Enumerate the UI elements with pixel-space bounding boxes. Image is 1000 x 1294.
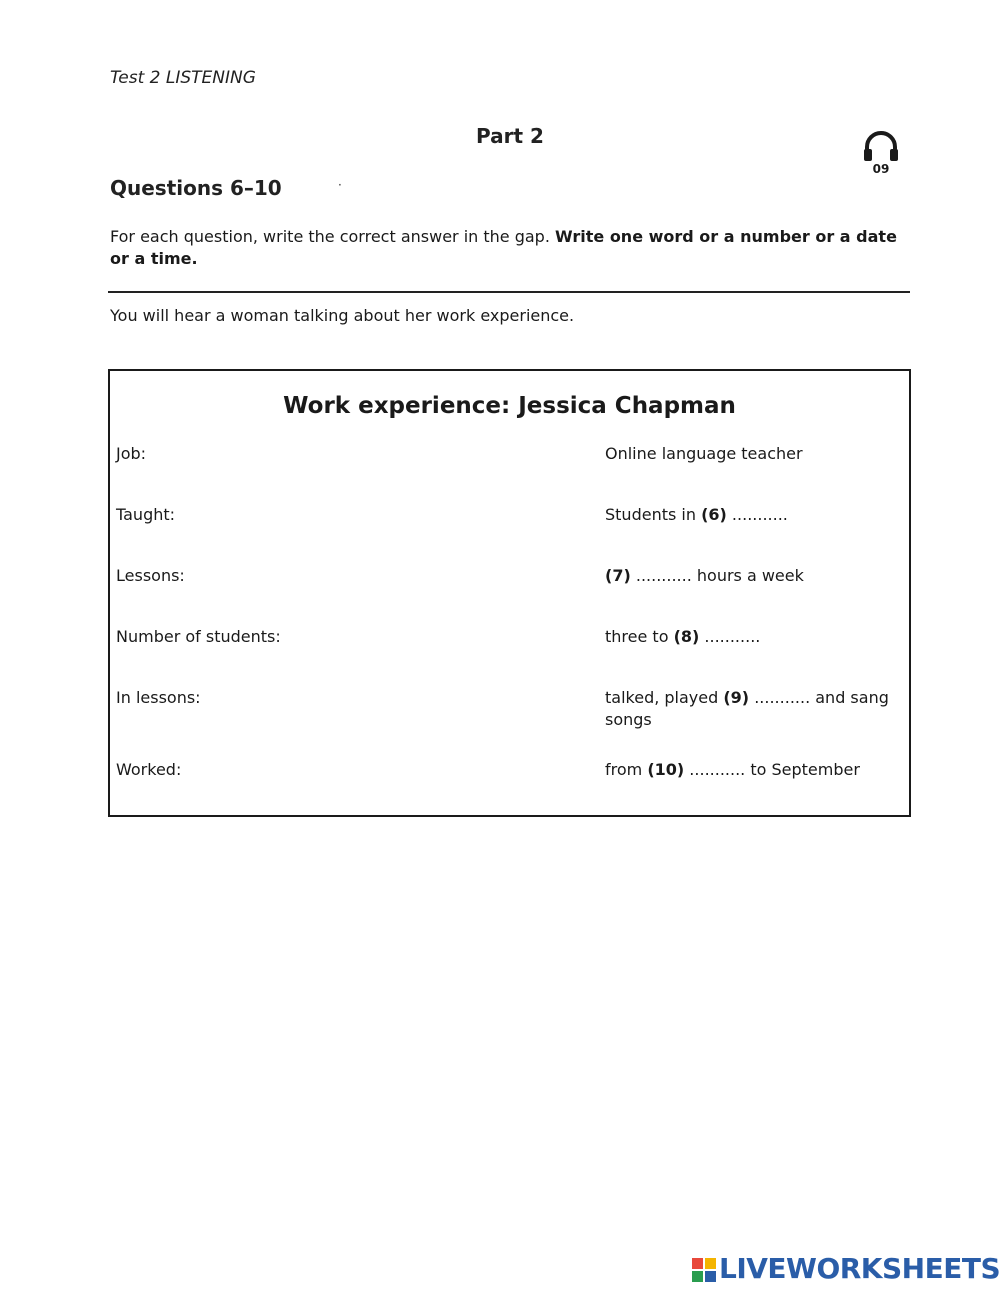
- notes-box-title: Work experience: Jessica Chapman: [283, 393, 736, 419]
- row-value-text: ...........: [699, 627, 761, 646]
- stray-mark: ·: [338, 178, 342, 192]
- instructions-bold: Write one word or a number or a date or a time.: [110, 227, 897, 268]
- row-value-text: three to: [605, 627, 674, 646]
- page-header-label: Test 2 LISTENING: [110, 68, 256, 88]
- question-number: (10): [647, 760, 685, 779]
- intro-text: You will hear a woman talking about her work experience.: [110, 306, 575, 325]
- row-label: Number of students:: [116, 627, 281, 646]
- row-value-text: ........... hours a week: [630, 566, 804, 585]
- liveworksheets-logo-icon: [692, 1258, 716, 1282]
- question-number: (6): [701, 505, 727, 524]
- questions-title: Questions 6–10: [110, 176, 282, 200]
- question-number: (7): [605, 566, 631, 585]
- part-title: Part 2: [476, 124, 544, 148]
- question-number: (8): [673, 627, 700, 646]
- row-value: [605, 759, 895, 781]
- divider: [108, 291, 910, 293]
- row-value-text: ........... and sang songs: [605, 688, 889, 729]
- liveworksheets-logo-text: LIVEWORKSHEETS: [719, 1252, 1000, 1285]
- instructions: [110, 226, 900, 270]
- row-value: [605, 687, 895, 731]
- row-value-text: Online language teacher: [605, 444, 803, 463]
- row-value-text: ...........: [726, 505, 788, 524]
- row-label: Taught:: [116, 505, 176, 524]
- row-value-text: ........... to September: [684, 760, 860, 779]
- row-label: Job:: [116, 444, 147, 463]
- question-number: (9): [723, 688, 750, 707]
- row-value: [605, 626, 895, 648]
- row-value: [605, 504, 895, 526]
- row-label: In lessons:: [116, 688, 201, 707]
- row-value-text: from: [605, 760, 648, 779]
- row-value: [605, 565, 895, 587]
- audio-track-number: 09: [872, 162, 890, 176]
- row-value: [605, 443, 895, 465]
- instructions-plain: For each question, write the correct answer in the gap.: [110, 227, 555, 246]
- row-label: Worked:: [116, 760, 182, 779]
- row-label: Lessons:: [116, 566, 185, 585]
- notes-box: [108, 369, 911, 817]
- row-value-text: Students in: [605, 505, 702, 524]
- row-value-text: talked, played: [605, 688, 724, 707]
